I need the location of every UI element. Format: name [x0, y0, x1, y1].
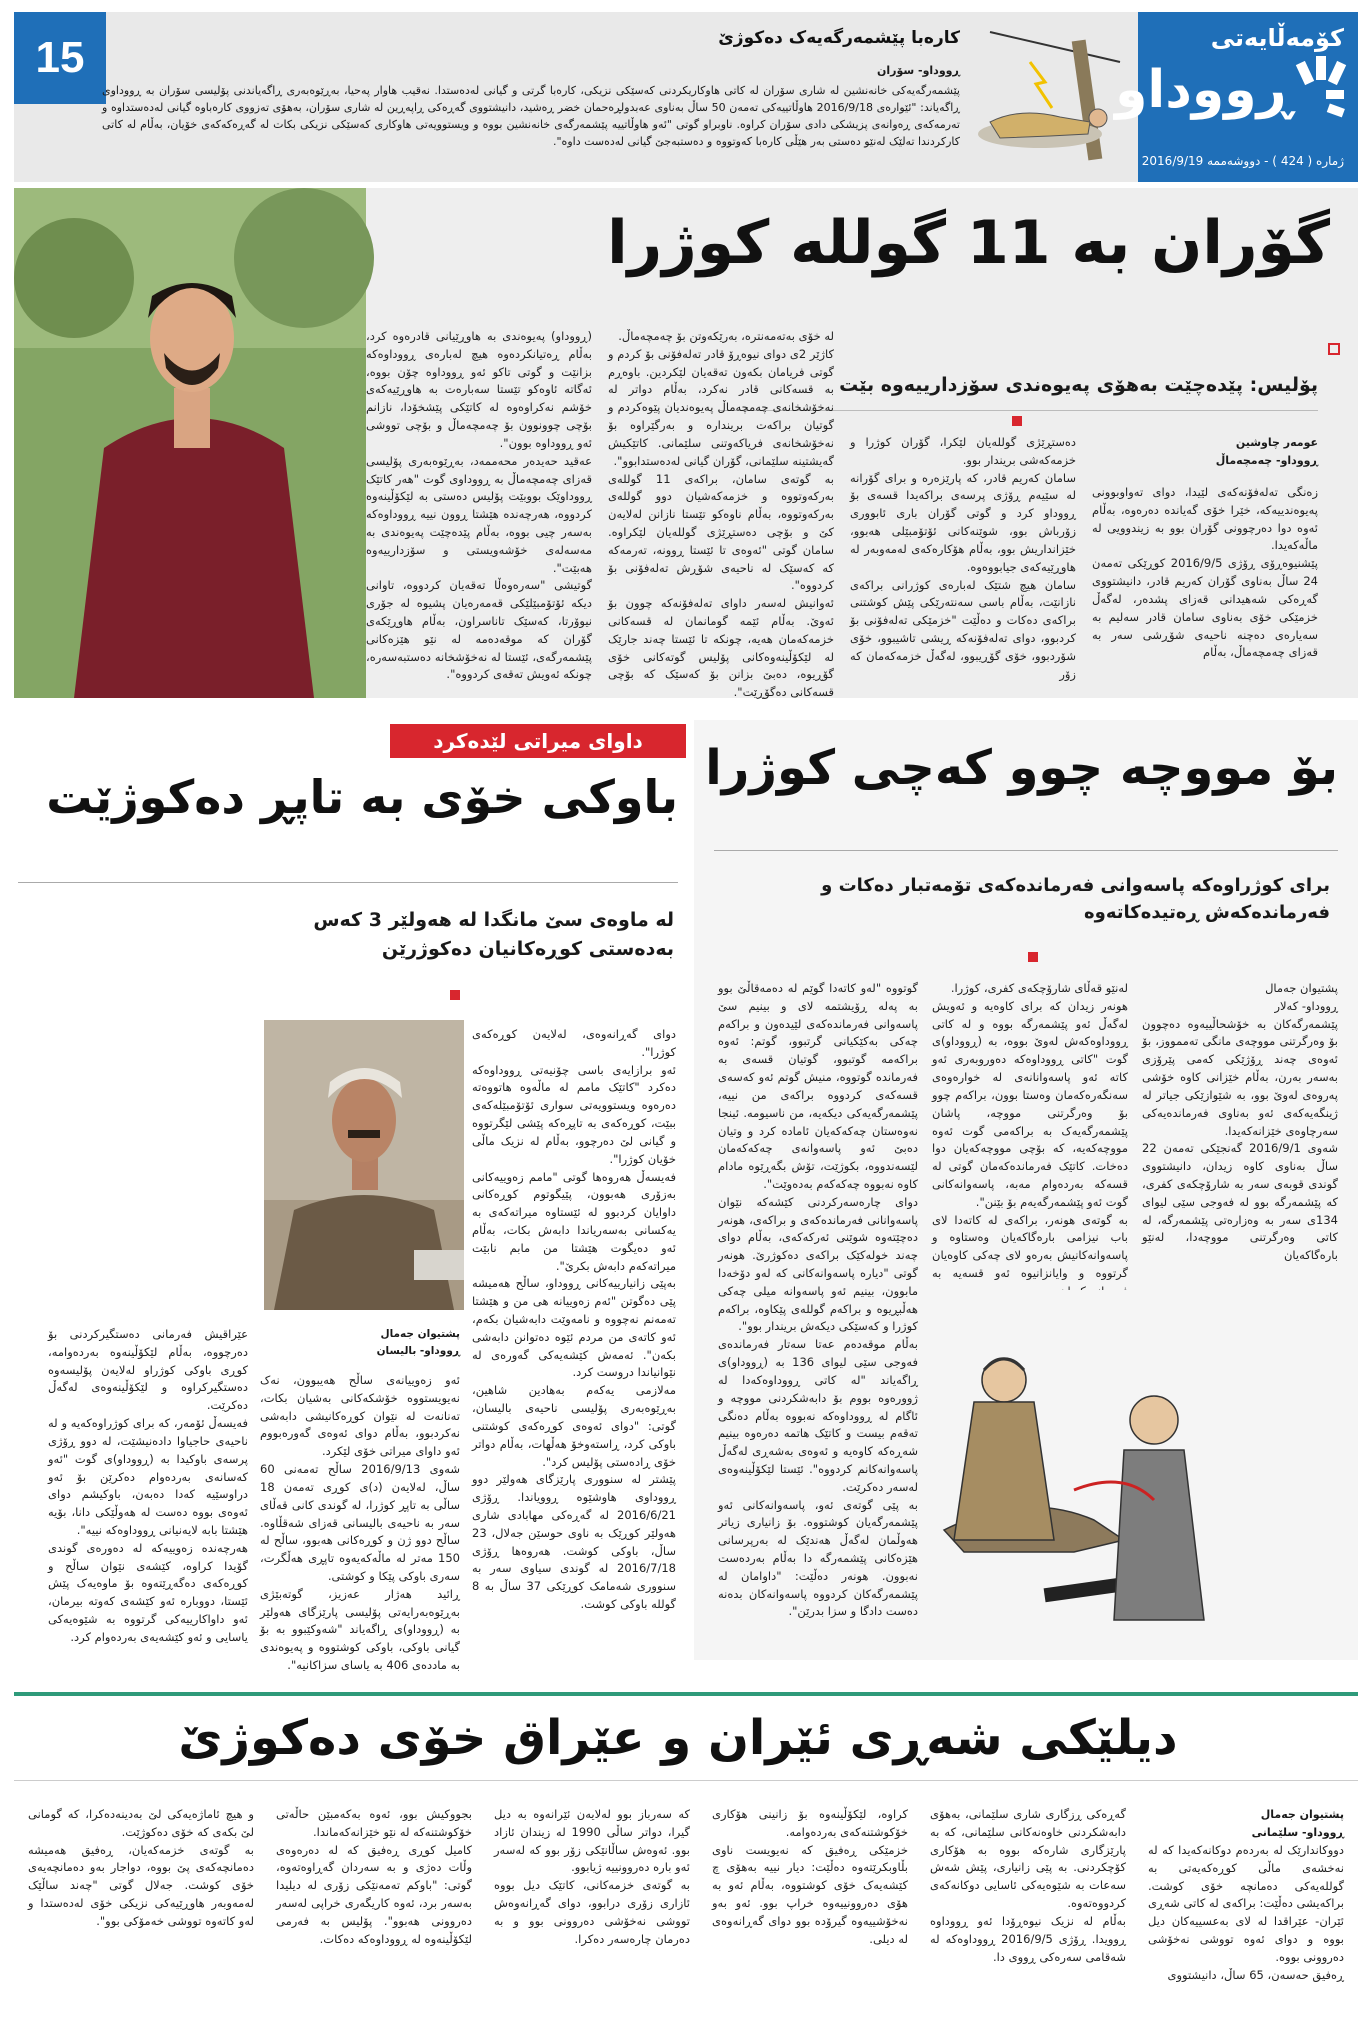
victim-photo — [264, 1020, 464, 1310]
issue-and-date: ژمارە ( 424 ) - دووشەممە 2016/9/19 — [1141, 154, 1344, 168]
page-number: 15 — [14, 12, 106, 104]
story2-column-1: لەنێو قەڵای شارۆچکەی کفری، کوژرا. هونەر زیدان کە برای کاوەیە و ئەویش لەگەڵ ئەو پێشمەرگە بووە و لە کاتی ڕووداوەکەش لەوێ بووە، بە (ڕووداو)ی گوت "کاتی ڕووداوەکە دەوروبەری ئەو کاتە ئەو پاسەوانانەی لە خوارەوەی سەنگەرەکەمان وەستا بوون، براکەم چوو بۆ وەرگرتنی مووچە، پاشان پێشمەرگەیەک بە براکەمی گوت ئەوە مووچەکەیە، کە بۆچی مووچەکەیان دوا دەخات. کاتێک فەرماندەکەمان گوتی لە قسەکە بەردەوام مەبە، پاسەوانەکانی گوت ئەو پێشمەرگەیەم بۆ بێنن". بە گوتەی هونەر، براکەی لە کاتەدا لای باب نیزامی بارەگاکەیان وەستاوە و پاسەوانەکانیش بەرەو لای چەکی کاوەیان گرتووە و وایانزانیوە ئەو قسەیە بە — [932, 981, 1128, 1280]
story1-column-4: (ڕووداو) پەیوەندی بە هاوڕێیانی قادرەوە کرد، بەڵام ڕەتیانکردەوە هیچ لەبارەی ڕووداوەکە بزانێت و گوتی تاکو ئەو ڕووداوە چۆن بووە، ئەگاتە ئاوەکو تێستا سەبارەت بە هاوڕێیەکەی خۆشم نەکراوەوە لە کاتێکی پێشخۆدا، نازانم بۆچی چوونوون بۆ چەمچەماڵ و بۆچی تووشی ئەو ڕووداوە بوون". عەقید حەیدەر محەممەد، بەڕێوەبەری پۆلیسی قەزای چەمچەماڵ بە ڕووداوی گوت "هەر کاتێک ڕووداوێک بووبێت پۆلیس دەستی بە لێکۆڵینەوە کردووە، هەرچەندە هێشتا ڕوون نییە ڕووداوەکە بەسەر چیی بووە، بەڵام پێدەچێت پەیوەندی بە مەسەلەی خۆشەویستی و سۆزدارییەوە هەبێت". گوتیشی "سەرەوەڵا تەقەیان کردووە، تاوانی دیکە ئۆتۆمبێلێکی قەمەرەیان پشیوە لە جۆری نیوۆرتا، کەسێک تاناسراون، بەڵام هاوڕێکەی گۆران کە موقەدەمە لە نێو هێزەکانی پێشمەرگەی، ئێستا لە نەخۆشخانە دەستبەسەرە، چونکە ئەویش تەقەی کردووە". — [366, 329, 592, 682]
story-goran — [14, 188, 1358, 698]
story4-column-5: بجووکیش بوو، ئەوە بەکەمبێن حاڵەتی خۆکوشتنەکە لە نێو خێزانەکەماندا. کامیل کوڕی ڕەفیق کە لە دەرەوەی وڵات دەژی و بە سەردان گەڕاوەتەوە، گوتی: "باوکم تەمەنێکی زۆری لە دیلیدا بەسەر برد، ئەوە کاریگەری خراپی لەسەر دەروونی هەبوو". پۆلیس بە فەرمی لێکۆڵینەوە لە ڕووداوەکە دەکات. — [276, 1807, 472, 1946]
story4-column-3: کراوە، لێکۆڵینەوە بۆ زانینی هۆکاری خۆکوشتنەکەی بەردەوامە. خزمێکی ڕەفیق کە نەیویست ناوی بڵاوبکرێتەوە دەڵێت: دیار نییە بەهۆی چ کێشەیەک خۆی کوشتووە، بەڵام ئەو بە هۆی دەروونییەوە خراپ بوو. ئەو بەو نەخۆشییەوە گیرۆدە بوو دوای گەڕانەوەی لە دیلی. — [712, 1807, 908, 1946]
story3-kicker: داوای میراتی لێدەکرد — [390, 724, 686, 758]
story1-headline[interactable]: گۆران بە 11 گوللە کوژرا — [607, 208, 1330, 278]
deck-marker — [1328, 343, 1340, 355]
story2-column-3: پشتیوان جەمال ڕووداو- کەلار پێشمەرگەکان بە خۆشحاڵییەوە دەچوون بۆ وەرگرتنی مووچەی مانگی تەممووز، بۆ ئەوەی چەند ڕۆژێکی کەمی پێرۆزی بەسەر بەرن، بەڵام خێزانی کاوە خۆشی پەروەی لەوێ بوو، بە شێوازێکی جیاتر لە ژینگەیەکەی ئەو بەناوی فەرماندەیەکی سەرچاوەی خێزانەکەیدا. شەوی 2016/9/1 گەنجێکی تەمەن 22 ساڵ بەناوی کاوە زیدان، دانیشتووی گوندی قوبەی سەر بە شارۆچکەی کفری، کە پێشمەرگە بوو لە فەوجی سێی لیوای 134ی سەر بە وەزارەتی پێشمەرگە، لە کاتی وەرگرتنی مووچەدا، لەنێو بارەگاکەیان — [1142, 981, 1339, 1263]
deck-marker — [1012, 416, 1022, 426]
story-iran-iraq-pow — [14, 1692, 1358, 2024]
story2-deck: برای کوژراوەکە پاسەوانی فەرماندەکەی تۆمەتبار دەکات و فەرماندەکەش ڕەتیدەکاتەوە — [821, 875, 1330, 923]
logo-wordmark: ڕووداو — [1115, 60, 1292, 120]
story1-deck: پۆلیس: پێدەچێت بەهۆی پەیوەندی سۆزدارییەوە بێت — [839, 374, 1318, 396]
story1-column-2: دەستڕێژی گوللەیان لێکرا، گۆران کوژرا و خزمەکەشی بریندار بوو. سامان کەریم قادر، کە پارێزەرە و برای گۆرانە لە سێیەم ڕۆژی پرسەی براکەیدا قسەی بۆ ڕووداو کرد و گوتی گۆران باری ئابووری زۆرباش بوو، شوێنەکانی ئۆتۆمبێلی هەبوو، خێزانداریش بوو، بەڵام هۆکارەکەی لەمەوبەر لە هاوڕێیەکەی جیابووەوە. سامان هیچ شتێک لەبارەی کوژرانی براکەی نازانێت، بەڵام باسی سەنتەرێکی پێش کوشتنی براکەی دەکات و دەڵێت "خزمێکی تەلەفۆنی بۆ کردبوو، دوای تەلەفۆنەکە ڕیشی تاشیبوو، خۆی شۆردبوو، خۆی گۆڕیبوو، لەگەڵ خزمەکەمان کە زۆر — [850, 435, 1076, 681]
victim-photo — [14, 188, 366, 698]
story4-byline: پشتیوان جەمال ڕووداو- سلێمانی — [1251, 1808, 1344, 1839]
story3-column-1: ئەو زەوییانەی ساڵح هەیبوون، نەک نەیویستووە خۆشکەکانی بەشیان بکات، تەنانەت لە نێوان کوڕەکانیشی دابەشی نەکردبوو، بەڵام دوای ئەوەی گەورەبووم ئەو داوای میراتی خۆی لێکرد. شەوی 2016/9/13 ساڵح تەمەنی 60 ساڵ، لەلایەن (د)ی کوڕی تەمەن 18 ساڵی بە تاپڕ کوژرا، لە گوندی کانی قەڵای سەر بە ناحیەی بالیسانی قەزای شەقڵاوە. ساڵح دوو ژن و کوڕەکانی هەبوو، ساڵح لە 150 مەتر لە ماڵەکەیەوە تاپڕی هەڵگرت، سەری باوکی پێکا و کوشتی. ڕائید هەژار عەزیز، گوتەبێژی بەڕێوەبەرایەتی پۆلیسی پارێزگای هەولێر بە (ڕووداو)ی ڕاگەیاند "شەوکێبوو بە بۆ گیانی باوکی، باوکی کوشتووە و پەیوەندی بە ماددەی 406 بە یاسای سزاکانیە". — [260, 1373, 460, 1672]
story4-headline[interactable]: دیلێکی شەڕی ئێران و عێراق خۆی دەکوژێ — [178, 1710, 1178, 1766]
divider — [714, 850, 1338, 851]
divider — [18, 882, 678, 883]
story4-column-4: کە سەرباز بوو لەلایەن ئێرانەوە بە دیل گیرا، دواتر ساڵی 1990 لە زیندان ئازاد بوو. ئەوەش ساڵانێکی زۆر بوو کە لەسەر ئەو بارە دەروونییە ژیابوو. بە گوتەی خزمەکانی، کاتێک دیل بووە ئازاری زۆری درابوو، دوای گەڕانەوەش تووشی نەخۆشی دەروونی بوو و بە دەرمان چارەسەر دەکرا. — [494, 1807, 690, 1946]
deck-marker — [450, 990, 460, 1000]
story3-byline: پشتیوان جەمال ڕووداو- بالیسان — [376, 1328, 460, 1357]
deck-marker — [1028, 952, 1038, 962]
story-father-killed — [14, 720, 686, 1672]
story4-column-1: دووکاندارێک لە بەردەم دوکانەکەیدا کە لە نەخشەی ماڵی کوڕەکەیەتی بە گوللەیەکی دەمانچە خۆی کوشت. براکەیشی دەڵێت: براکەی لە کاتی شەڕی ئێران- عێراقدا لە لای بەعسییەکان دیل بووە و دوای ئەوە تووشی نەخۆشی دەروونی بووە. ڕەفیق حەسەن، 65 ساڵ، دانیشتووی — [1148, 1843, 1344, 1982]
story1-column-3: لە خۆی بەتەمەنترە، بەرێکەوتن بۆ چەمچەماڵ. کاژێر 2ی دوای نیوەڕۆ قادر تەلەفۆنی بۆ کردم و گوتی فریامان بکەون تەقەیان لێکردین. باوەڕم بە قسەکانی قادر نەکرد، بەڵام دواتر لە نەخۆشخانەی چەمچەماڵ پەیوەندیان پێوەکردم و گوتیان براکەت بریندارە و بەرگێراوە بۆ نەخۆشخانەی فریاکەوتنی سلێمانی. کاتێکیش گەیشتینە سلێمانی، گۆران گیانی لەدەستدابوو". بە گوتەی سامان، براکەی 11 گوللەی بەرکەوتووە و خزمەکەشیان دوو گوللەی بەرکەوتووە، بەڵام ناوەکو تێستا نازانن لەلایەن کێ و بۆچی دەستڕێژی گوللەیان لێکراوە. سامان گوتی "ئەوەی تا ئێستا ڕوونە، تەرمەکە کە کەسێک لە ناحیەی شۆڕش تەلەفۆنی بۆ کردووە". ئەوانیش لەسەر داوای تەلەفۆنەکە چوون بۆ ئەوێ. بەڵام ئێمە گومانمان لە قسەکانی خزمەکەمان هەیە، چونکە تا ئێستا چەند جارێک لە لێکۆڵینەوەکانی پۆلیس گوتەکانی خۆی گۆڕیوە، دەبێ بزانن بۆ کەسێک کە بۆچی قسەکانی دەگۆڕێت". — [608, 329, 834, 700]
page-header — [14, 12, 1358, 182]
electrocution-illustration — [970, 22, 1130, 172]
story2-column-2: گوتووە "لەو کاتەدا گوێم لە دەمەقاڵێ بوو بە پەلە ڕۆیشتمە لای و بینیم سێ پاسەوانی فەرماندەکەی لێیدەون و براکەم چەکی بەکێکیانی گرتبوو، گوتم: ئەوە براکەمە گوتبوو، گوتیان قسەی بە فەرماندە گوتووە، منیش گوتم ئەو کەسەی قسەکەی کردووە براکەی من نییە، پێشمەرگەیەکی دیکەیە، من ناسیومە. ئینجا نەوەستان چەکەکەیان ئامادە کرد و وتیان دەبێ ئەو پاسەوانەی چەکەکەمان لێسەندووە، بکوژێت، تۆش بگەڕێوە مادام کاوە نەبووە چەکەکەم بەدەوێت". دوای چارەسەرکردنی کێشەکە نێوان پاسەوانانی فەرماندەکەی و براکەی، هونەر دەچێتەوە شوێنی ئەرکەکەی، بەڵام دوای چەند خولەکێک براکەی دەکوژرێ. هونەر گوتی "دیارە پاسەوانەکانی کە لەو دۆخەدا مابوون، بینیم ئەو پاسەوانە میلی چەکی هەڵبڕیوە و براکەم گوللەی پێکاوە، براکەم کوژرا و کەسێکی دیکەش بریندار بوو". بەڵام موقەدەم عەتا سەتار فەرماندەی فەوجی سێی لیوای 136 بە (ڕووداو)ی ڕاگەیاند "لە کاتی ڕووداوەکەدا لە ژوورەوە بووم بۆ دابەشکردنی مووچە و ئاگام لە ڕووداوەکە نەبووە بەڵام دەنگی تەقەم بیست و کاتێک هاتمە دەرەوە بینیم شەڕەکە کاوەیە و ئەوەی بەشەڕی لەگەڵ پاسەوانەکانم کردووە". ئێستا لێکۆڵینەوەی لەسەر دەکرێت. بە پێی گوتەی ئەو، پاسەوانەکانی ئەو پێشمەرگەیان کوشتووە. بۆ زانیاری زیاتر هەوڵمان لەگەڵ هەندێک لە بەرپرسانی هێزەکانی پێشمەرگە دا بەڵام بەردەست نەبوون. هونەر دەڵێت: "داوامان لە پێشمەرگەکان کردووە پاسەوانەکان بدەنە دەست دادگا و سزا بدرێن". — [718, 981, 918, 1619]
story3-deck: لە ماوەی سێ مانگدا لە هەولێر 3 کەس بەدەستی کوڕەکانیان دەکوژرێن — [313, 909, 674, 961]
teaser-body: پێشمەرگەیەکی خانەنشین لە شاری سۆران لە کاتی هاوکاریکردنی کەسێکی نزیکی، کارەبا گرتی و گیانی لەدەستدا. نەقیب هاوار پەحیا، بەڕێوەبەری ڕاگەیاندنی پۆلیسی سۆران بە ڕووداوی ڕاگەیاند: "ئێوارەی 2016/9/18 هاوڵاتییەکی تەمەن 50 ساڵ بەناوی عەبدولڕەحمان خضر ڕەشید، دانیشتووی گەڕەکی ڕاپەڕین لە شاری سۆران، بەهۆی تەزووی کارەباوە گیانی لەدەستداوە و تەرمەکەی ڕەوانەی پزیشکی دادی سۆران کراوە. ناوبراو گوتی "ئەو هاوڵاتییە پێشمەرگەی خانەنشین بووە و ویستوویەتی هاوکاری کەسێکی نزیکی بکات لە گەڕەکەکەی خۆیان، بەڵام لە کاتی کارکردندا تەلێک لەنێو دەستی بەر هێڵی کارەبا کەوتووە و دەستبەجێ گیانی لەدەست داوە". — [102, 84, 960, 149]
divider — [14, 1780, 1358, 1781]
section-name: کۆمەڵایەتی — [1210, 24, 1344, 52]
story-salary-killing — [694, 720, 1358, 1660]
story4-column-6: و هیچ ئاماژەیەکی لێ بەدینەدەکرا، کە گومانی لێ بکەی کە خۆی دەکوژێت. بە گوتەی خزمەکەیان، ڕەفیق هەمیشە دەمانچەکەی پێ بووە، دواجار بەو دەمانچەیەی خۆی کوشت. جەلال گوتی "چەند ساڵێک لەمەوبەر هاوڕێیەکی نزیکی خۆی لەدەستدا و لەو کاتەوە تووشی خەمۆکی بوو". — [28, 1807, 254, 1928]
logo-rays-icon — [1292, 56, 1350, 128]
story3-column-2: عێراقیش فەرمانی دەستگیرکردنی بۆ دەرچووە، بەڵام لێکۆڵینەوە بەردەوامە، کوڕی باوکی کوژراو لەلایەن پۆلیسەوە دەستگیرکراوە و لێکۆڵینەوەی لەگەڵ دەکرێت. فەیسەڵ ئۆمەر، کە برای کوژراوەکەیە و لە ناحیەی حاجیاوا دادەنیشێت، لە دوو ڕۆژی پرسەی باوکیدا بە (ڕووداو)ی گوت "ئەو کەسانەی بەردەوام دەکرێن بۆ ئەو دراوسێیە کەدا دەبەن، باوکیشم دوای ئەوەی بووە دەست لە هەوڵێکی دانا، بۆیە هێشتا بابە لایەنیانی ڕووداوەکە نییە". هەرچەندە زەوییەکە لە دەورەی گوندی گۆیدا کراوە، کێشەی نێوان ساڵح و کوڕەکەی دەگەڕێتەوە بۆ ماوەیەک پێش ئێستا، دووبارە ئەو کێشەی کەوتە بیرمان، ئەو داواکارییەکی گرتووە بە شێوەیەکی یاسایی و ئەو کێشەیەی بەردەوام کرد. — [48, 1327, 248, 1644]
story2-headline[interactable]: بۆ مووچە چوو کەچی کوژرا — [705, 740, 1338, 796]
soldier-shooting-illustration — [924, 1290, 1220, 1640]
teaser-byline: ڕووداو- سۆران — [876, 64, 960, 77]
teaser-headline[interactable]: کارەبا پێشمەرگەیەک دەکوژێ — [718, 28, 960, 48]
story4-column-2: گەڕەکی ڕزگاری شاری سلێمانی، بەهۆی دابەشکردنی خاوەنەکانی سلێمانی، کە بە پارێزگاری شارەکە بووە بە هۆکاری کۆچکردنی. بە پێی زانیاری، پێش شەش سەعات بە شێوەیەکی ئاسایی دوکانەکەی کردووەتەوە. بەڵام لە نزیک نیوەڕۆدا ئەو ڕووداوە ڕوویدا. ڕۆژی 2016/9/5 ڕووداوەکە لە شەقامی سەرەکی ڕووی دا. — [930, 1807, 1126, 1964]
story1-byline: عومەر چاوشین ڕووداو- چەمچەماڵ — [1215, 436, 1318, 467]
story3-headline[interactable]: باوکی خۆی بە تاپڕ دەکوژێت — [46, 770, 678, 824]
story3-column-3: دوای گەڕانەوەی، لەلایەن کوڕەکەی کوژرا". ئەو برازایەی باسی چۆنیەتی ڕووداوەکە دەکرد "کاتێک مامم لە ماڵەوە هاتووەتە دەرەوە ویستوویەتی سواری ئۆتۆمبێلەکەی ببێت، کوڕەکەی بە تاپڕەکە پێشی لێگرتووە و گیانی لێ دەرچوو، بەڵام لە نزیک ماڵی خۆیان کوژرا". فەیسەڵ هەروەها گوتی "مامم زەوییەکانی بەزۆری هەبوون، پێیگوتوم کوڕەکانی داوایان کردبوو لە ئێستاوە میراتەکەی بە یەکسانی بەسەریاندا دابەش بکات، بەڵام ئەو دەیگوت هێشتا من مابم نابێت میراتەکەم دابەش بکرێ". بەپێی زانیارییەکانی ڕووداو، ساڵح هەمیشە پێی دەگوتن "ئەم زەوییانە هی من و هێشتا تەمەنم نەچووە و نامەوێت دابەشیان بکەم، ئەو کاتەی من مردم ئێوە دەتوانن دابەشی بکەن". ئەمەش کێشەیەکی گەورەی لە نێوانیاندا دروست کرد. مەلازمی یەکەم بەهادین شاهین، بەڕێوەبەری پۆلیسی ناحیەی بالیسان، گوتی: "دوای ئەوەی کوڕەکەی کوشتنی باوکی کرد، ڕاستەوخۆ هەڵهات، بەڵام دواتر خۆی ڕادەستی پۆلیس کرد". پێشتر لە سنووری پارێزگای هەولێر دوو ڕووداوی هاوشێوە ڕوویاندا. ڕۆژی 2016/6/21 لە گەڕەکی مهابادی شاری هەولێر کوڕێک بە ناوی حوسێن جەلال، 23 ساڵ، باوکی کوشت. هەروەها ڕۆژی 2016/7/18 لە گوندی سیاوی سەر بە سنووری شەمامک کوڕێکی 37 ساڵ بە 8 گوللە باوکی کوشت. — [472, 1027, 676, 1611]
masthead[interactable] — [1115, 12, 1358, 182]
story1-column-1: زەنگی تەلەفۆنەکەی لێیدا، دوای تەواوبوونی پەیوەندییەکە، خێرا خۆی گەیاندە دەرەوە، بەڵام ئەوە دوا دەرچوونی گۆران بوو بە زیندوویی لە ماڵەکەیدا. پێشنیوەڕۆی ڕۆژی 2016/9/5 کوڕێکی تەمەن 24 ساڵ بەناوی گۆران کەریم قادر، دانیشتووی گەڕەکی شەهیدانی قەزای پشدەر، لەگەڵ خزمێکی خۆی بەناوی سامان قادر سەلیم بە سەیارەی دەچنە ناحیەی شۆڕشی سەر بە قەزای چەمچەماڵ، بەڵام — [1092, 485, 1318, 660]
